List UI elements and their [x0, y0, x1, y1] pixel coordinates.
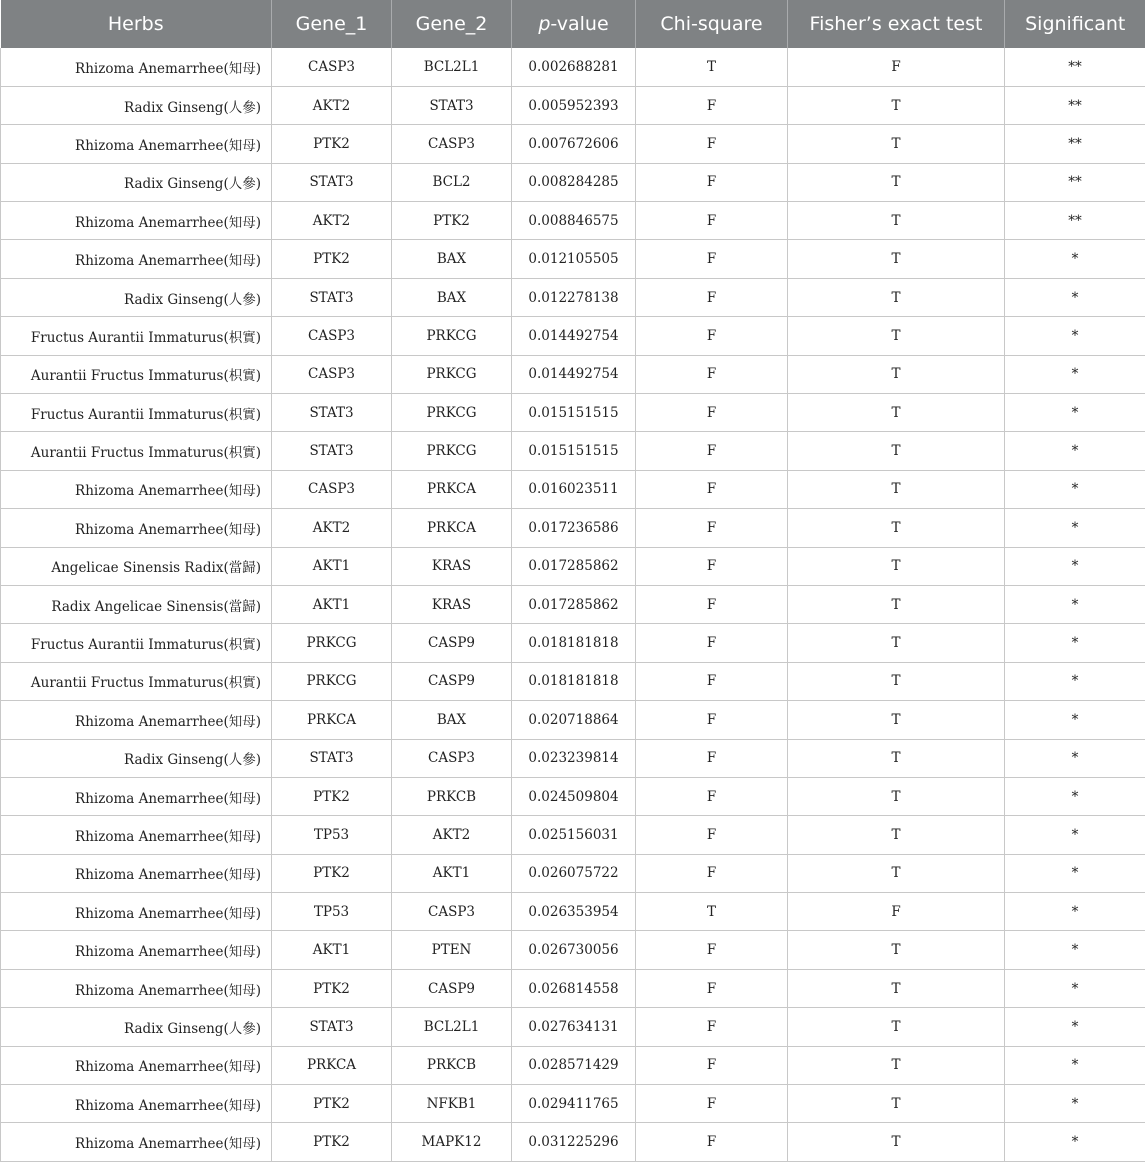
cell-p-value: 0.015151515 — [512, 432, 636, 470]
cell-significant: * — [1005, 240, 1145, 278]
cell-fisher-exact-test: T — [788, 854, 1005, 892]
cell-gene-1: PTK2 — [272, 969, 392, 1007]
cell-significant: * — [1005, 1046, 1145, 1084]
cell-fisher-exact-test: T — [788, 278, 1005, 316]
cell-chi-square: F — [636, 816, 788, 854]
cell-p-value: 0.017236586 — [512, 509, 636, 547]
cell-gene-2: AKT1 — [392, 854, 512, 892]
cell-p-value: 0.005952393 — [512, 86, 636, 124]
cell-p-value: 0.028571429 — [512, 1046, 636, 1084]
cell-significant: * — [1005, 432, 1145, 470]
cell-gene-1: AKT1 — [272, 931, 392, 969]
cell-gene-1: CASP3 — [272, 317, 392, 355]
header-gene-2: Gene_2 — [392, 0, 512, 48]
cell-gene-2: NFKB1 — [392, 1085, 512, 1123]
table-row — [1, 163, 1145, 201]
cell-herb: Rhizoma Anemarrhee(知母) — [1, 854, 272, 892]
cell-p-value: 0.017285862 — [512, 547, 636, 585]
cell-gene-2: CASP9 — [392, 624, 512, 662]
cell-herb: Rhizoma Anemarrhee(知母) — [1, 1046, 272, 1084]
cell-gene-2: PRKCG — [392, 432, 512, 470]
cell-gene-2: CASP3 — [392, 125, 512, 163]
header-chi-square: Chi-square — [636, 0, 788, 48]
cell-gene-1: TP53 — [272, 893, 392, 931]
cell-p-value: 0.012105505 — [512, 240, 636, 278]
cell-significant: * — [1005, 1008, 1145, 1046]
cell-p-value: 0.014492754 — [512, 355, 636, 393]
cell-herb: Fructus Aurantii Immaturus(枳實) — [1, 317, 272, 355]
cell-p-value: 0.024509804 — [512, 777, 636, 815]
cell-gene-1: STAT3 — [272, 394, 392, 432]
table-row — [1, 931, 1145, 969]
cell-fisher-exact-test: F — [788, 893, 1005, 931]
cell-gene-1: PRKCA — [272, 701, 392, 739]
header-p-rest: -value — [550, 13, 609, 35]
cell-fisher-exact-test: T — [788, 931, 1005, 969]
cell-chi-square: F — [636, 854, 788, 892]
cell-significant: * — [1005, 662, 1145, 700]
cell-p-value: 0.012278138 — [512, 278, 636, 316]
cell-fisher-exact-test: T — [788, 1085, 1005, 1123]
table-row — [1, 662, 1145, 700]
cell-significant: * — [1005, 969, 1145, 1007]
cell-p-value: 0.014492754 — [512, 317, 636, 355]
cell-herb: Fructus Aurantii Immaturus(枳實) — [1, 394, 272, 432]
table-row — [1, 1085, 1145, 1123]
cell-gene-2: AKT2 — [392, 816, 512, 854]
cell-p-value: 0.008846575 — [512, 202, 636, 240]
cell-herb: Rhizoma Anemarrhee(知母) — [1, 969, 272, 1007]
cell-herb: Rhizoma Anemarrhee(知母) — [1, 701, 272, 739]
cell-gene-2: CASP3 — [392, 739, 512, 777]
cell-chi-square: F — [636, 1123, 788, 1161]
cell-gene-2: CASP9 — [392, 969, 512, 1007]
cell-gene-1: TP53 — [272, 816, 392, 854]
table-row — [1, 893, 1145, 931]
cell-gene-2: PRKCG — [392, 394, 512, 432]
cell-gene-1: CASP3 — [272, 470, 392, 508]
cell-herb: Radix Angelicae Sinensis(當歸) — [1, 585, 272, 623]
cell-p-value: 0.002688281 — [512, 48, 636, 86]
cell-herb: Rhizoma Anemarrhee(知母) — [1, 1123, 272, 1161]
cell-chi-square: F — [636, 163, 788, 201]
cell-p-value: 0.026075722 — [512, 854, 636, 892]
cell-fisher-exact-test: T — [788, 1123, 1005, 1161]
cell-fisher-exact-test: T — [788, 585, 1005, 623]
cell-significant: ** — [1005, 163, 1145, 201]
cell-significant: * — [1005, 317, 1145, 355]
cell-chi-square: F — [636, 125, 788, 163]
cell-herb: Angelicae Sinensis Radix(當歸) — [1, 547, 272, 585]
table-body — [1, 48, 1145, 1161]
header-fisher-exact-test: Fisher’s exact test — [788, 0, 1005, 48]
cell-p-value: 0.026730056 — [512, 931, 636, 969]
cell-fisher-exact-test: T — [788, 969, 1005, 1007]
cell-significant: ** — [1005, 125, 1145, 163]
cell-herb: Radix Ginseng(人參) — [1, 86, 272, 124]
cell-herb: Aurantii Fructus Immaturus(枳實) — [1, 355, 272, 393]
table-header — [1, 0, 1145, 48]
cell-significant: * — [1005, 854, 1145, 892]
cell-p-value: 0.016023511 — [512, 470, 636, 508]
cell-gene-1: STAT3 — [272, 1008, 392, 1046]
cell-chi-square: F — [636, 777, 788, 815]
cell-herb: Rhizoma Anemarrhee(知母) — [1, 1085, 272, 1123]
cell-chi-square: F — [636, 432, 788, 470]
cell-significant: * — [1005, 1123, 1145, 1161]
cell-p-value: 0.008284285 — [512, 163, 636, 201]
cell-significant: * — [1005, 701, 1145, 739]
cell-fisher-exact-test: T — [788, 1046, 1005, 1084]
cell-gene-2: PRKCG — [392, 355, 512, 393]
cell-fisher-exact-test: T — [788, 816, 1005, 854]
cell-significant: * — [1005, 509, 1145, 547]
cell-significant: * — [1005, 739, 1145, 777]
cell-chi-square: F — [636, 202, 788, 240]
cell-gene-1: AKT2 — [272, 86, 392, 124]
cell-gene-1: STAT3 — [272, 278, 392, 316]
cell-significant: * — [1005, 624, 1145, 662]
cell-p-value: 0.018181818 — [512, 624, 636, 662]
cell-herb: Rhizoma Anemarrhee(知母) — [1, 240, 272, 278]
cell-chi-square: F — [636, 739, 788, 777]
cell-gene-2: BCL2L1 — [392, 1008, 512, 1046]
cell-chi-square: F — [636, 509, 788, 547]
cell-gene-2: KRAS — [392, 585, 512, 623]
cell-gene-2: PRKCB — [392, 777, 512, 815]
table-row — [1, 547, 1145, 585]
table-row — [1, 701, 1145, 739]
cell-herb: Rhizoma Anemarrhee(知母) — [1, 777, 272, 815]
header-gene-1: Gene_1 — [272, 0, 392, 48]
table-row — [1, 1046, 1145, 1084]
cell-gene-1: CASP3 — [272, 48, 392, 86]
cell-significant: * — [1005, 777, 1145, 815]
cell-significant: ** — [1005, 86, 1145, 124]
cell-chi-square: F — [636, 394, 788, 432]
cell-gene-1: PTK2 — [272, 240, 392, 278]
cell-fisher-exact-test: T — [788, 432, 1005, 470]
table-row — [1, 1123, 1145, 1161]
cell-p-value: 0.027634131 — [512, 1008, 636, 1046]
cell-chi-square: F — [636, 1008, 788, 1046]
cell-gene-1: AKT1 — [272, 585, 392, 623]
cell-significant: * — [1005, 816, 1145, 854]
cell-p-value: 0.023239814 — [512, 739, 636, 777]
cell-gene-1: STAT3 — [272, 432, 392, 470]
table-row — [1, 1008, 1145, 1046]
cell-fisher-exact-test: T — [788, 394, 1005, 432]
cell-p-value: 0.007672606 — [512, 125, 636, 163]
table-row — [1, 739, 1145, 777]
cell-p-value: 0.020718864 — [512, 701, 636, 739]
cell-fisher-exact-test: T — [788, 777, 1005, 815]
table-row — [1, 624, 1145, 662]
cell-p-value: 0.026353954 — [512, 893, 636, 931]
cell-chi-square: F — [636, 701, 788, 739]
cell-significant: * — [1005, 470, 1145, 508]
table-row — [1, 969, 1145, 1007]
cell-gene-1: PRKCG — [272, 624, 392, 662]
cell-p-value: 0.031225296 — [512, 1123, 636, 1161]
cell-herb: Radix Ginseng(人參) — [1, 278, 272, 316]
cell-significant: ** — [1005, 48, 1145, 86]
cell-gene-2: PRKCB — [392, 1046, 512, 1084]
cell-herb: Aurantii Fructus Immaturus(枳實) — [1, 432, 272, 470]
cell-herb: Rhizoma Anemarrhee(知母) — [1, 509, 272, 547]
cell-significant: * — [1005, 547, 1145, 585]
cell-fisher-exact-test: T — [788, 509, 1005, 547]
cell-chi-square: F — [636, 931, 788, 969]
table-row — [1, 470, 1145, 508]
cell-gene-1: PTK2 — [272, 854, 392, 892]
table-row — [1, 854, 1145, 892]
cell-chi-square: F — [636, 355, 788, 393]
cell-chi-square: F — [636, 240, 788, 278]
cell-fisher-exact-test: T — [788, 739, 1005, 777]
cell-chi-square: F — [636, 547, 788, 585]
table-row — [1, 585, 1145, 623]
cell-p-value: 0.029411765 — [512, 1085, 636, 1123]
cell-p-value: 0.025156031 — [512, 816, 636, 854]
cell-chi-square: T — [636, 893, 788, 931]
cell-herb: Rhizoma Anemarrhee(知母) — [1, 470, 272, 508]
cell-p-value: 0.018181818 — [512, 662, 636, 700]
cell-fisher-exact-test: T — [788, 163, 1005, 201]
cell-fisher-exact-test: T — [788, 624, 1005, 662]
header-p-italic: p — [538, 13, 551, 35]
cell-herb: Radix Ginseng(人參) — [1, 163, 272, 201]
cell-p-value: 0.015151515 — [512, 394, 636, 432]
header-row — [1, 0, 1145, 48]
table-row — [1, 86, 1145, 124]
cell-gene-2: BCL2 — [392, 163, 512, 201]
cell-significant: * — [1005, 278, 1145, 316]
cell-gene-2: BAX — [392, 240, 512, 278]
cell-chi-square: T — [636, 48, 788, 86]
cell-gene-2: PTEN — [392, 931, 512, 969]
table-row — [1, 355, 1145, 393]
cell-gene-2: BAX — [392, 278, 512, 316]
cell-fisher-exact-test: T — [788, 125, 1005, 163]
cell-gene-1: PTK2 — [272, 1123, 392, 1161]
cell-significant: ** — [1005, 202, 1145, 240]
table-row — [1, 816, 1145, 854]
cell-fisher-exact-test: T — [788, 240, 1005, 278]
header-significant: Significant — [1025, 13, 1126, 35]
cell-herb: Rhizoma Anemarrhee(知母) — [1, 931, 272, 969]
cell-gene-1: AKT1 — [272, 547, 392, 585]
cell-p-value: 0.026814558 — [512, 969, 636, 1007]
cell-herb: Rhizoma Anemarrhee(知母) — [1, 48, 272, 86]
cell-gene-2: BAX — [392, 701, 512, 739]
table-row — [1, 777, 1145, 815]
cell-significant: * — [1005, 355, 1145, 393]
cell-significant: * — [1005, 1085, 1145, 1123]
table-row — [1, 509, 1145, 547]
cell-gene-2: CASP9 — [392, 662, 512, 700]
cell-significant: * — [1005, 931, 1145, 969]
cell-significant: * — [1005, 394, 1145, 432]
cell-fisher-exact-test: T — [788, 470, 1005, 508]
cell-herb: Rhizoma Anemarrhee(知母) — [1, 125, 272, 163]
cell-gene-2: MAPK12 — [392, 1123, 512, 1161]
header-herbs: Herbs — [1, 0, 272, 48]
cell-chi-square: F — [636, 585, 788, 623]
cell-fisher-exact-test: T — [788, 86, 1005, 124]
cell-fisher-exact-test: T — [788, 202, 1005, 240]
cell-gene-1: PTK2 — [272, 1085, 392, 1123]
cell-gene-1: STAT3 — [272, 163, 392, 201]
cell-chi-square: F — [636, 1085, 788, 1123]
cell-gene-1: PRKCG — [272, 662, 392, 700]
cell-fisher-exact-test: F — [788, 48, 1005, 86]
cell-herb: Fructus Aurantii Immaturus(枳實) — [1, 624, 272, 662]
cell-gene-2: BCL2L1 — [392, 48, 512, 86]
table-row — [1, 278, 1145, 316]
cell-herb: Rhizoma Anemarrhee(知母) — [1, 893, 272, 931]
cell-gene-2: CASP3 — [392, 893, 512, 931]
cell-gene-1: AKT2 — [272, 509, 392, 547]
cell-gene-2: KRAS — [392, 547, 512, 585]
cell-gene-2: PRKCA — [392, 470, 512, 508]
cell-significant: * — [1005, 893, 1145, 931]
cell-herb: Rhizoma Anemarrhee(知母) — [1, 202, 272, 240]
cell-gene-2: PRKCA — [392, 509, 512, 547]
cell-herb: Rhizoma Anemarrhee(知母) — [1, 816, 272, 854]
cell-chi-square: F — [636, 86, 788, 124]
cell-chi-square: F — [636, 662, 788, 700]
cell-gene-2: STAT3 — [392, 86, 512, 124]
cell-herb: Aurantii Fructus Immaturus(枳實) — [1, 662, 272, 700]
cell-gene-1: AKT2 — [272, 202, 392, 240]
table-row — [1, 317, 1145, 355]
table-row — [1, 48, 1145, 86]
cell-gene-1: PTK2 — [272, 777, 392, 815]
cell-chi-square: F — [636, 317, 788, 355]
cell-gene-2: PRKCG — [392, 317, 512, 355]
cell-fisher-exact-test: T — [788, 662, 1005, 700]
cell-herb: Radix Ginseng(人參) — [1, 1008, 272, 1046]
cell-significant: * — [1005, 585, 1145, 623]
table-row — [1, 240, 1145, 278]
cell-chi-square: F — [636, 278, 788, 316]
cell-chi-square: F — [636, 624, 788, 662]
cell-fisher-exact-test: T — [788, 547, 1005, 585]
table-row — [1, 202, 1145, 240]
cell-gene-1: STAT3 — [272, 739, 392, 777]
header-p-value — [512, 0, 636, 48]
cell-chi-square: F — [636, 969, 788, 1007]
cell-fisher-exact-test: T — [788, 355, 1005, 393]
cell-herb: Radix Ginseng(人參) — [1, 739, 272, 777]
cell-chi-square: F — [636, 470, 788, 508]
cell-fisher-exact-test: T — [788, 317, 1005, 355]
cell-gene-1: PRKCA — [272, 1046, 392, 1084]
table-row — [1, 125, 1145, 163]
cell-gene-2: PTK2 — [392, 202, 512, 240]
table-row — [1, 432, 1145, 470]
cell-gene-1: CASP3 — [272, 355, 392, 393]
cell-fisher-exact-test: T — [788, 1008, 1005, 1046]
cell-gene-1: PTK2 — [272, 125, 392, 163]
cell-chi-square: F — [636, 1046, 788, 1084]
cell-fisher-exact-test: T — [788, 701, 1005, 739]
cell-p-value: 0.017285862 — [512, 585, 636, 623]
table-row — [1, 394, 1145, 432]
